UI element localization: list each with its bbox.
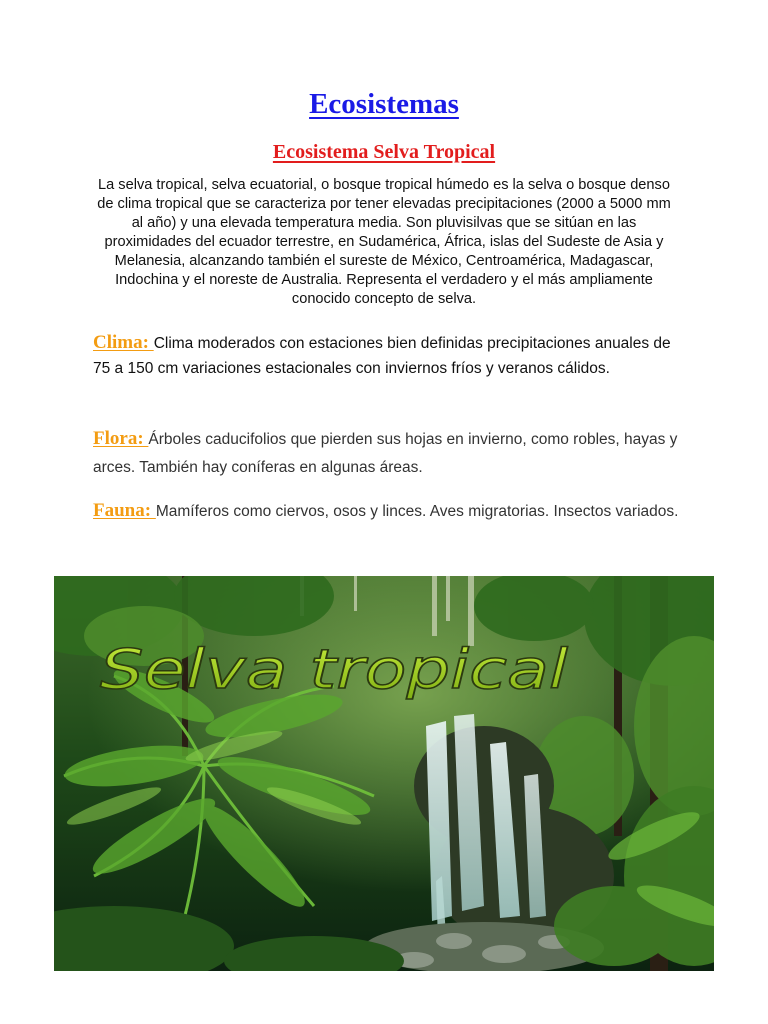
fauna-paragraph — [93, 497, 683, 526]
clima-text: Clima moderados con estaciones bien definidas precipitaciones anuales de 75 a 150 cm variaciones estacionales con inviernos fríos y veranos cálidos. — [93, 335, 671, 377]
flora-text: Árboles caducifolios que pierden sus hojas en invierno, como robles, hayas y arces. También hay coníferas en algunas áreas. — [93, 431, 678, 476]
fauna-label: Fauna: — [93, 500, 156, 521]
rainforest-photo — [54, 576, 714, 971]
intro-paragraph: La selva tropical, selva ecuatorial, o bosque tropical húmedo es la selva o bosque denso de clima tropical que se caracteriza por tener elevadas precipitaciones (2000 a 5000 mm al año) y una elevada temperatura media. Son pluvisilvas que se sitúan en las proximidades del ecuador terrestre, en Sudamérica, África, islas del Sudeste de Asia y Melanesia, alcanzando también el sureste de México, Centroamérica, Madagascar, Indochina y el noreste de Australia. Representa el verdadero y el más ampliamente conocido concepto de selva. — [97, 177, 671, 307]
page-title: Ecosistemas — [309, 88, 459, 120]
clima-paragraph — [93, 330, 683, 381]
image-caption: Selva tropical — [100, 638, 568, 701]
fauna-text: Mamíferos como ciervos, osos y linces. Aves migratorias. Insectos variados. — [155, 503, 679, 520]
clima-label: Clima: — [93, 332, 154, 353]
section-title: Ecosistema Selva Tropical — [272, 141, 496, 163]
flora-label: Flora: — [93, 428, 149, 449]
flora-paragraph — [93, 425, 683, 482]
